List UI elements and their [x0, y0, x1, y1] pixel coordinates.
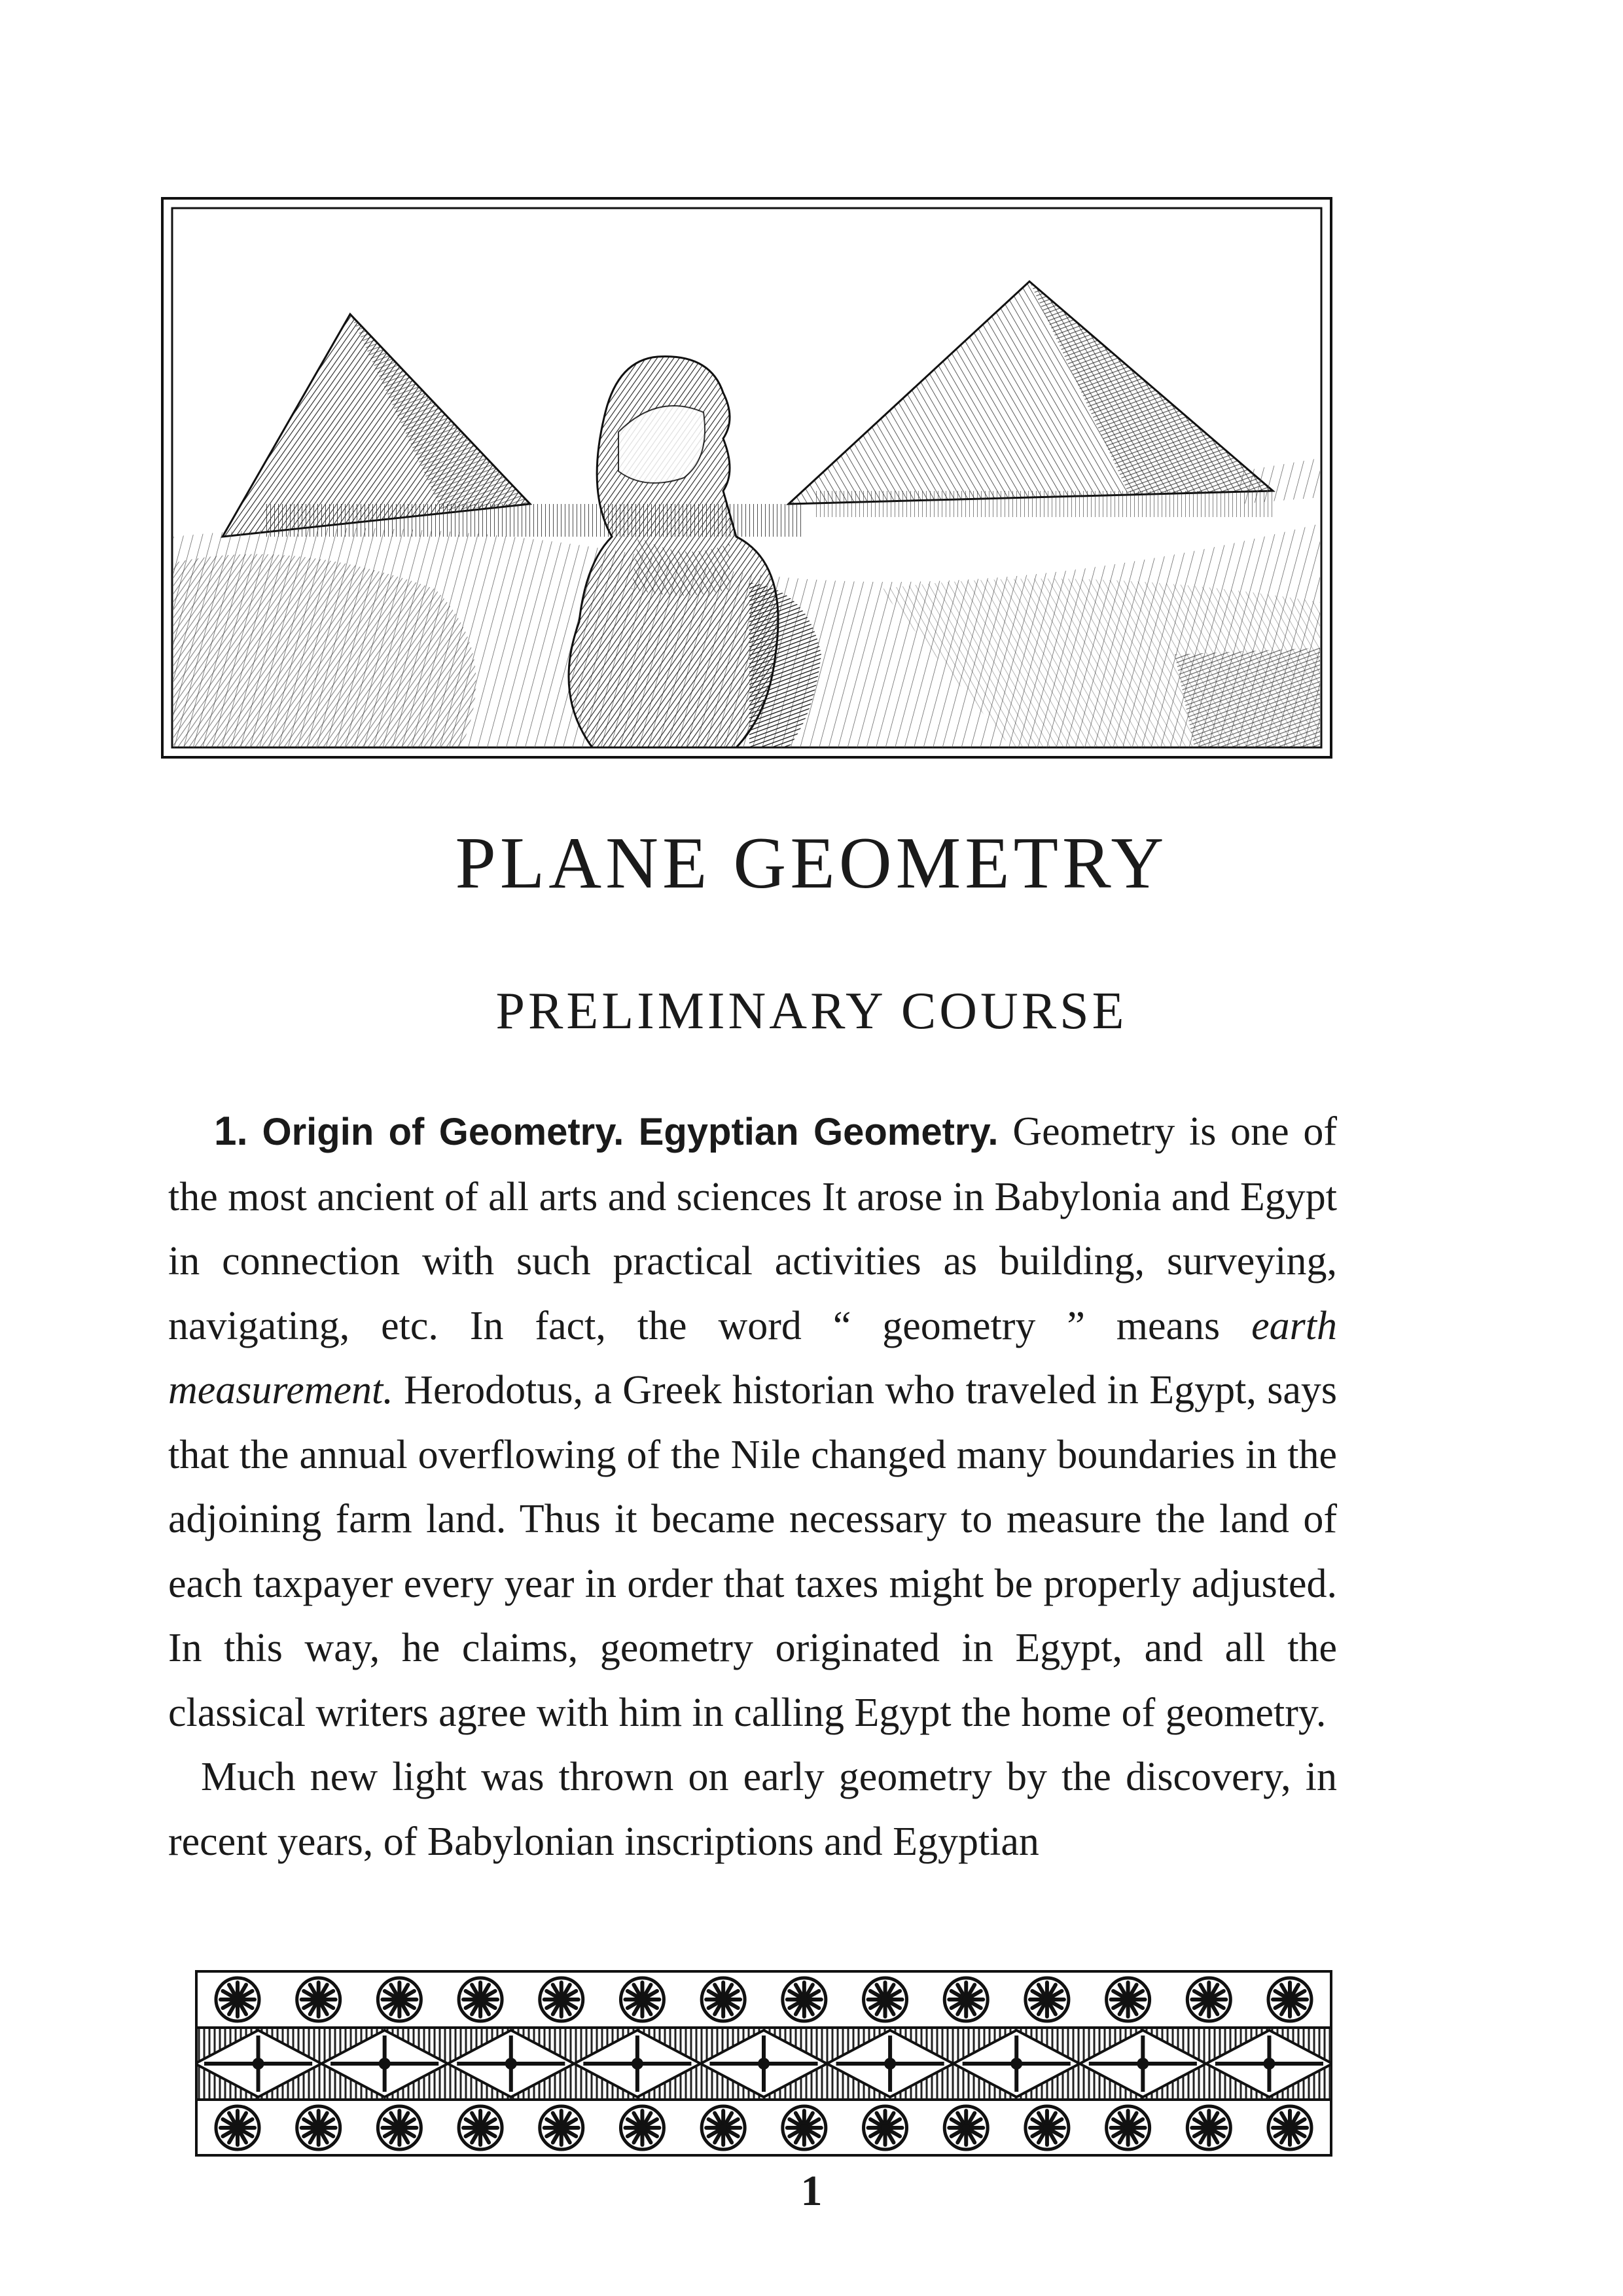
- rosette-icon: [297, 2106, 340, 2149]
- rosette-icon: [540, 1978, 583, 2021]
- rosette-icon: [378, 2106, 421, 2149]
- rosette-icon: [783, 2106, 826, 2149]
- rosette-row-top: [216, 1978, 1311, 2021]
- rosette-icon: [216, 1978, 259, 2021]
- rosette-icon: [944, 2106, 988, 2149]
- rosette-icon: [702, 1978, 745, 2021]
- rosette-row-bottom: [216, 2106, 1311, 2149]
- right-pyramid: [789, 281, 1273, 504]
- section-number: 1.: [214, 1109, 248, 1154]
- pyramids-sphinx-illustration: [160, 196, 1333, 759]
- sphinx: [569, 357, 821, 747]
- diamond-motif: [700, 2030, 827, 2097]
- rosette-icon: [944, 1978, 988, 2021]
- emphasis-earth-measurement: earth measurement.: [168, 1303, 1337, 1412]
- body-text: [168, 1100, 1337, 1874]
- paragraph-2: Much new light was thrown on early geometry by the discovery, in recent years, of Babylonian inscriptions and Egyptian: [168, 1755, 1337, 1864]
- rosette-icon: [1268, 2106, 1311, 2149]
- paragraph-1-text-a: Geometry is one of the most ancient of all arts and sciences It arose in Babylonia and Egypt in connection with such practical activities as building, surveying, navigating, etc. In fact, the word “ geometry ” means: [168, 1109, 1338, 1348]
- rosette-icon: [297, 1978, 340, 2021]
- rosette-icon: [1187, 1978, 1230, 2021]
- page-title: PLANE GEOMETRY: [455, 823, 1168, 904]
- diamond-band: [195, 2029, 1332, 2098]
- rosette-icon: [459, 1978, 502, 2021]
- page-number: 1: [800, 2167, 823, 2215]
- rosette-icon: [864, 1978, 907, 2021]
- rosette-icon: [1187, 2106, 1230, 2149]
- rosette-icon: [216, 2106, 259, 2149]
- rosette-icon: [1026, 2106, 1069, 2149]
- rosette-icon: [620, 1978, 664, 2021]
- rosette-icon: [540, 2106, 583, 2149]
- diamond-motif: [827, 2030, 954, 2097]
- rosette-icon: [620, 2106, 664, 2149]
- rosette-icon: [1026, 1978, 1069, 2021]
- paragraph-1-text-b: Herodotus, a Greek historian who traveled in Egypt, says that the annual overflowing of the Nile changed many boundaries in the adjoining farm land. Thus it became necessary to measure the land of each taxpayer every year in order that taxes might be properly adjusted. In this way, he claims, geometry originated in Egypt, and all the classical writers agree with him in calling Egypt the home of geometry.: [168, 1368, 1337, 1735]
- section-subtitle: PRELIMINARY COURSE: [495, 982, 1128, 1040]
- rosette-icon: [1107, 1978, 1150, 2021]
- diamond-motif: [954, 2030, 1080, 2097]
- rosette-icon: [1107, 2106, 1150, 2149]
- paragraph-1: [168, 1100, 1337, 1745]
- left-pyramid: [223, 314, 530, 537]
- rosette-icon: [378, 1978, 421, 2021]
- rosette-icon: [1268, 1978, 1311, 2021]
- rosette-icon: [459, 2106, 502, 2149]
- rosette-icon: [702, 2106, 745, 2149]
- section-heading: Origin of Geometry. Egyptian Geometry.: [262, 1111, 999, 1153]
- rosette-icon: [783, 1978, 826, 2021]
- ornamental-border: [195, 1970, 1332, 2157]
- rosette-icon: [864, 2106, 907, 2149]
